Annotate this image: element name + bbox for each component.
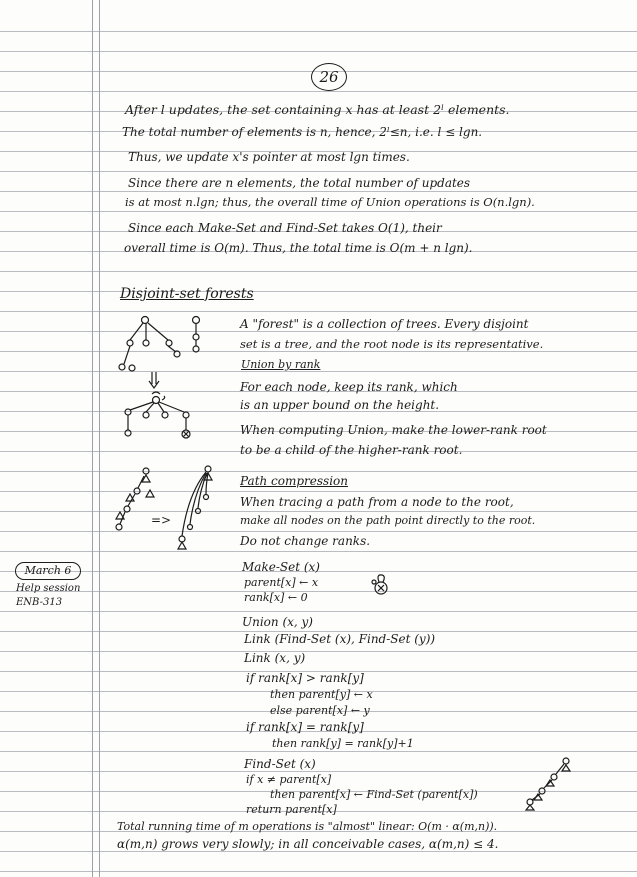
- code-line-4: Union (x, y): [242, 615, 313, 629]
- code-line-5: Link (Find-Set (x), Find-Set (y)): [244, 632, 436, 646]
- forest-line-1: A "forest" is a collection of trees. Every disjoint: [240, 317, 529, 331]
- code-line-10: if rank[x] = rank[y]: [246, 720, 364, 734]
- text-line-3: Thus, we update x's pointer at most lgn times.: [128, 150, 410, 164]
- find-set-path-sketch: [520, 756, 572, 810]
- code-line-9: else parent[x] ← y: [270, 704, 370, 717]
- single-node-sketch: [370, 572, 392, 600]
- forest-sketch: [110, 312, 220, 378]
- footer-line-2: α(m,n) grows very slowly; in all conceivable cases, α(m,n) ≤ 4.: [117, 837, 499, 851]
- path-compression-title: Path compression: [240, 474, 349, 488]
- text-line-5: is at most n.lgn; thus, the overall time of Union operations is O(n.lgn).: [125, 195, 535, 209]
- code-line-2: parent[x] ← x: [244, 576, 319, 589]
- merged-tree-sketch: [108, 388, 208, 450]
- text-line-2: The total number of elements is n, hence, 2ˡ≤n, i.e. l ≤ lgn.: [122, 125, 483, 139]
- forest-line-2: set is a tree, and the root node is its representative.: [240, 337, 544, 351]
- code-line-6: Link (x, y): [244, 651, 306, 665]
- code-line-3: rank[x] ← 0: [244, 591, 308, 604]
- code-line-7: if rank[x] > rank[y]: [246, 671, 364, 685]
- code-line-8: then parent[y] ← x: [270, 688, 373, 701]
- path-after-sketch: [168, 464, 220, 554]
- compression-arrow: =>: [151, 513, 172, 527]
- sidenote-line-2: ENB-313: [16, 597, 63, 608]
- sidenote-date: March 6: [15, 562, 81, 580]
- code-line-12: Find-Set (x): [244, 757, 316, 771]
- union-by-rank-line-1: For each node, keep its rank, which: [240, 380, 458, 394]
- margin-rule: [92, 0, 100, 877]
- union-by-rank-line-4: to be a child of the higher-rank root.: [240, 443, 463, 457]
- code-line-14: then parent[x] ← Find-Set (parent[x]): [270, 788, 478, 801]
- code-line-1: Make-Set (x): [242, 560, 320, 574]
- path-compression-line-2: make all nodes on the path point directly to the root.: [240, 514, 536, 527]
- text-line-1: After l updates, the set containing x has at least 2ˡ elements.: [125, 102, 510, 117]
- path-compression-line-3: Do not change ranks.: [240, 534, 371, 548]
- union-by-rank-title: Union by rank: [241, 358, 321, 371]
- path-compression-line-1: When tracing a path from a node to the root,: [240, 495, 514, 509]
- code-line-15: return parent[x]: [246, 803, 337, 816]
- section-heading: Disjoint-set forests: [120, 286, 254, 302]
- page-number: 26: [311, 63, 347, 91]
- text-line-7: overall time is O(m). Thus, the total time is O(m + n lgn).: [124, 241, 473, 255]
- code-line-13: if x ≠ parent[x]: [246, 773, 332, 786]
- text-line-4: Since there are n elements, the total number of updates: [128, 176, 471, 190]
- code-line-11: then rank[y] = rank[y]+1: [272, 737, 414, 750]
- union-by-rank-line-3: When computing Union, make the lower-rank root: [240, 423, 547, 437]
- footer-line-1: Total running time of m operations is "almost" linear: O(m · α(m,n)).: [117, 820, 498, 833]
- sidenote-line-1: Help session: [16, 583, 81, 594]
- union-by-rank-line-2: is an upper bound on the height.: [240, 398, 440, 412]
- text-line-6: Since each Make-Set and Find-Set takes O(1), their: [128, 221, 442, 235]
